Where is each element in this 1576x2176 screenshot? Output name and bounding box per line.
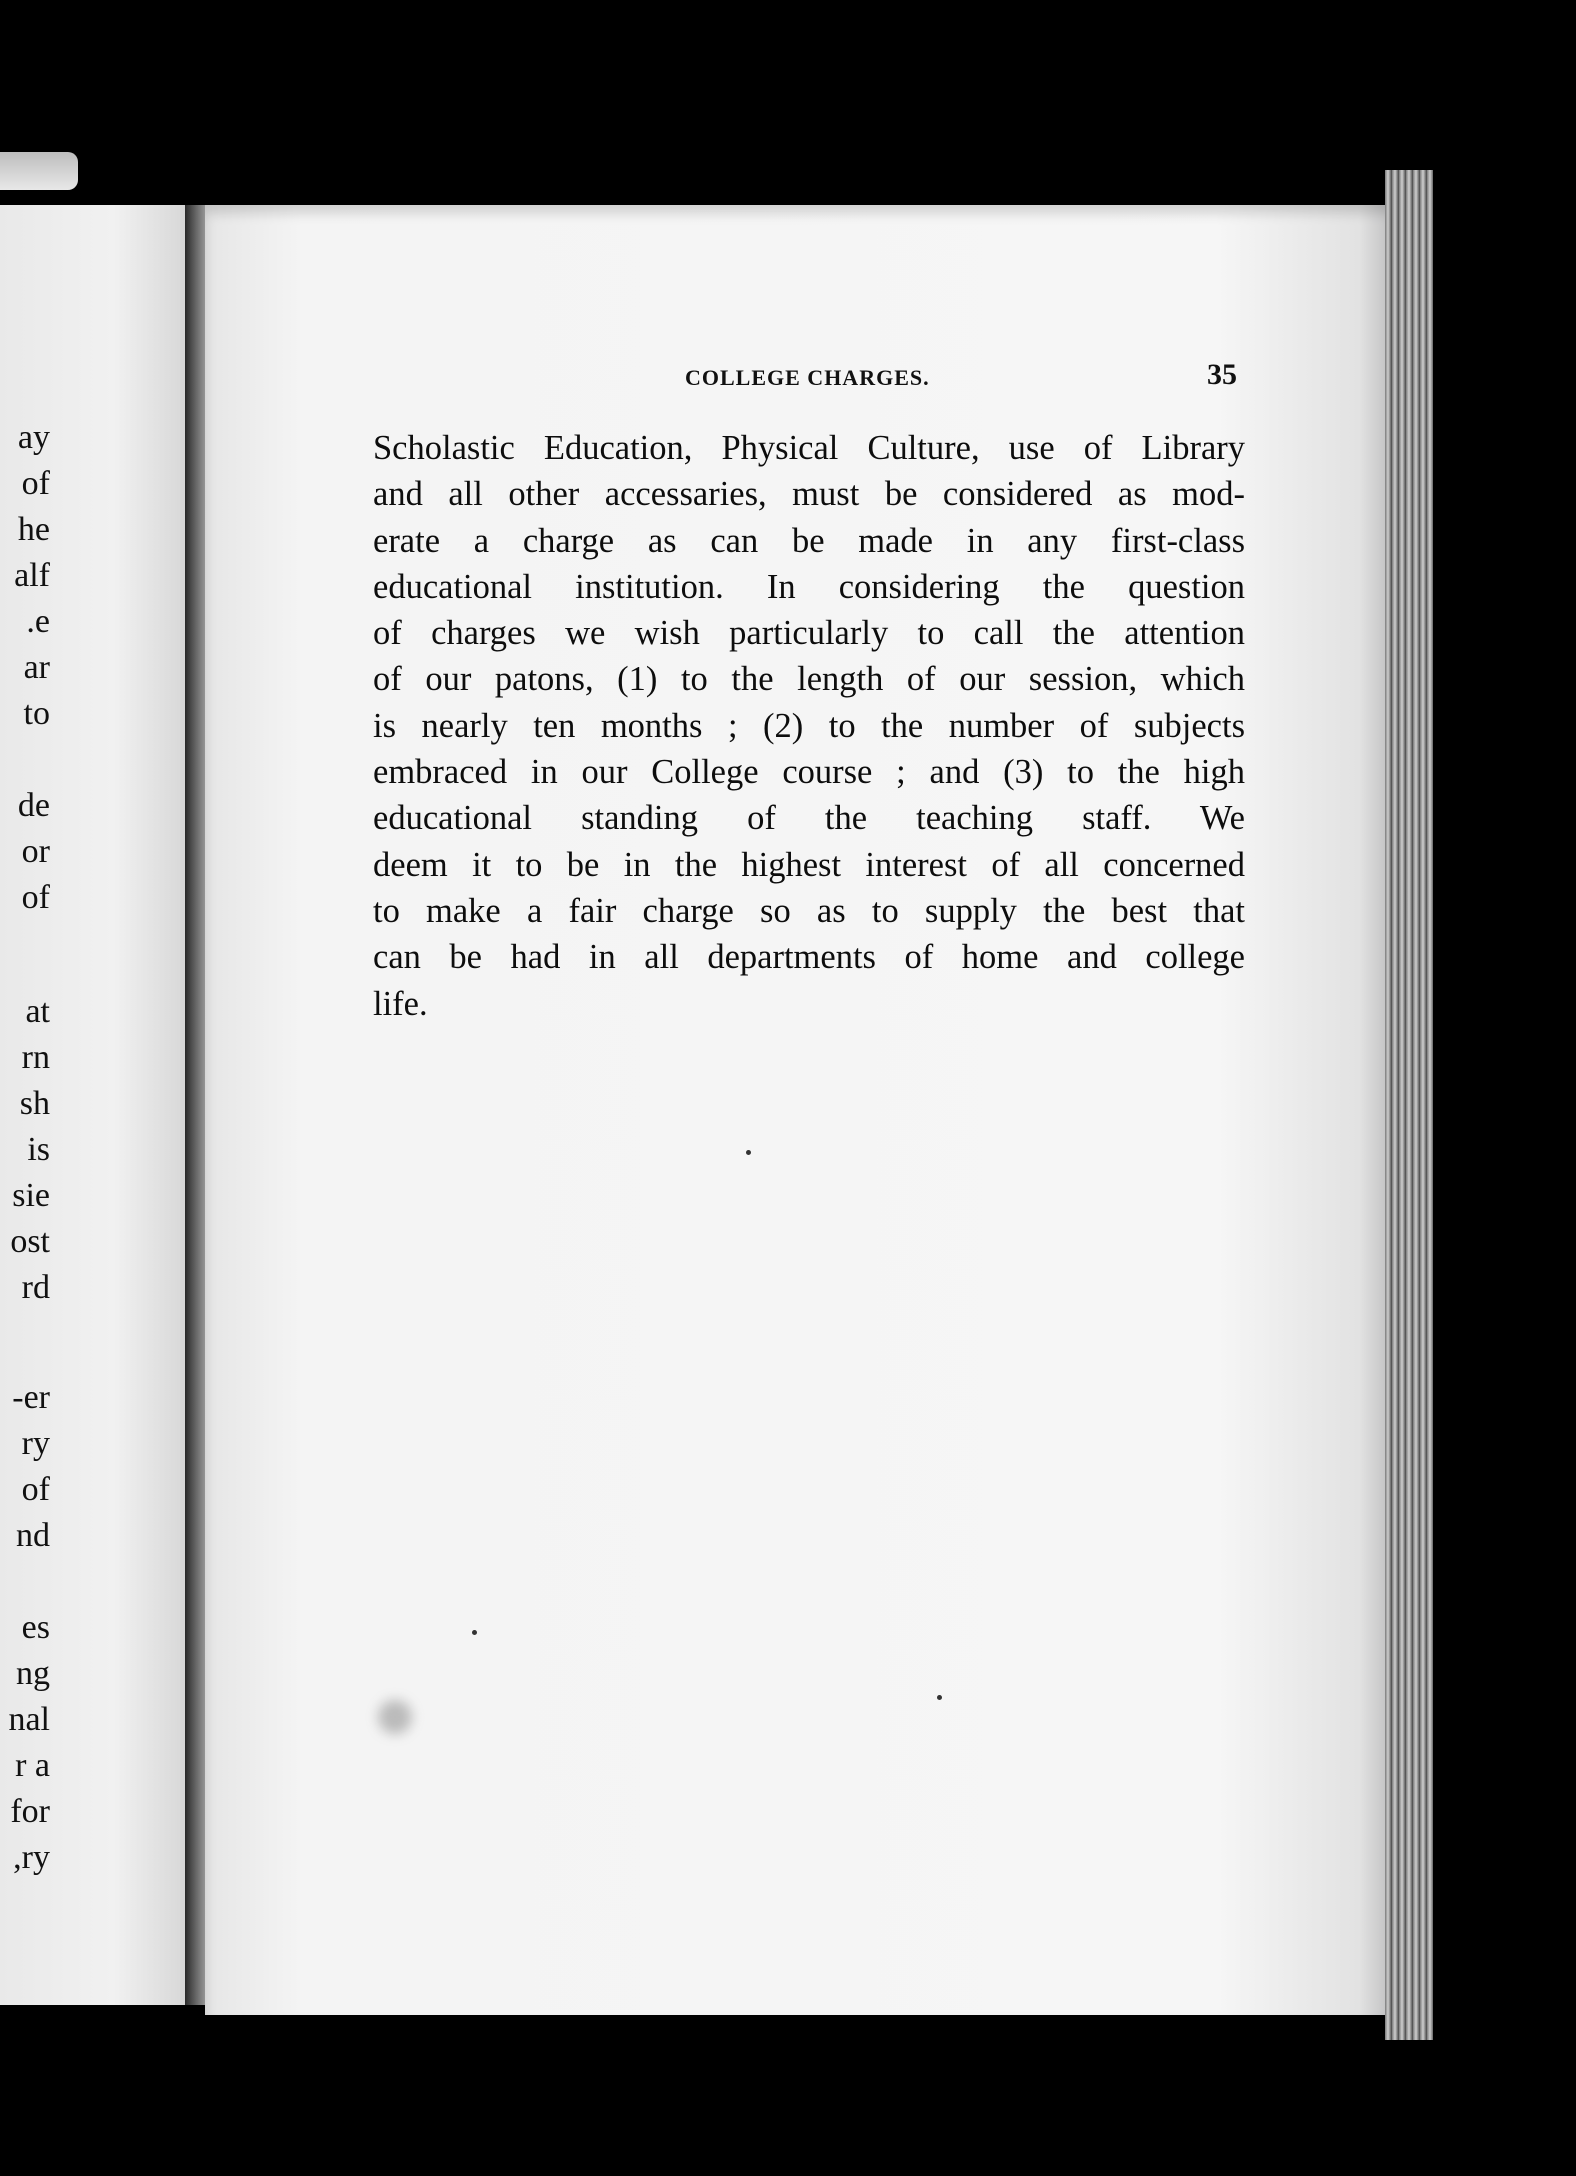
facing-line-fragment: ry xyxy=(21,1425,50,1462)
facing-line-fragment: ry, xyxy=(13,1839,50,1876)
facing-line-fragment: nal xyxy=(8,1701,50,1738)
ink-smudge xyxy=(378,1700,412,1734)
facing-line-fragment: at xyxy=(25,993,50,1030)
facing-line-fragment: er- xyxy=(12,1379,50,1416)
facing-line-fragment: of xyxy=(21,879,50,916)
facing-line-fragment: r a xyxy=(15,1747,50,1784)
facing-line-fragment: for xyxy=(10,1793,50,1830)
text-line: is nearly ten months ; (2) to the number of subjects xyxy=(373,706,1245,745)
facing-line-fragment: ar xyxy=(23,649,50,686)
facing-line-fragment: e. xyxy=(26,603,50,640)
facing-line-fragment: rn xyxy=(21,1039,50,1076)
facing-line-fragment: of xyxy=(21,465,50,502)
text-line: educational institution. In considering the question xyxy=(373,567,1245,606)
facing-line-fragment: alf xyxy=(14,557,50,594)
page-tab xyxy=(0,152,78,190)
facing-line-fragment: ng xyxy=(16,1655,50,1692)
facing-line-fragment: or xyxy=(21,833,50,870)
facing-line-fragment: sh xyxy=(19,1085,50,1122)
facing-line-fragment: ay xyxy=(17,419,50,456)
text-line: Scholastic Education, Physical Culture, use of Library xyxy=(373,429,1245,467)
ink-speck xyxy=(746,1150,751,1155)
text-line: educational standing of the teaching staff. We xyxy=(373,799,1245,838)
page-number: 35 xyxy=(1207,358,1237,391)
facing-line-fragment: to xyxy=(23,695,50,732)
facing-line-fragment: of xyxy=(21,1471,50,1508)
facing-line-fragment: de xyxy=(17,787,50,824)
facing-line-fragment: ost xyxy=(10,1223,50,1260)
page-edges xyxy=(1385,170,1433,2040)
text-line: to make a fair charge so as to supply the best that xyxy=(373,891,1245,930)
text-line: of our patons, (1) to the length of our session, which xyxy=(373,660,1245,699)
running-head: COLLEGE CHARGES. xyxy=(685,365,930,390)
text-line: and all other accessaries, must be considered as mod- xyxy=(373,475,1245,514)
body-paragraph xyxy=(373,425,1245,1027)
facing-page-left xyxy=(0,205,190,2005)
text-line: of charges we wish particularly to call the attention xyxy=(373,614,1245,653)
text-line: erate a charge as can be made in any first-class xyxy=(373,521,1245,560)
text-line: life. xyxy=(373,984,428,1023)
text-line: embraced in our College course ; and (3) to the high xyxy=(373,753,1245,792)
facing-line-fragment: es xyxy=(21,1609,50,1646)
ink-speck xyxy=(937,1695,942,1700)
text-line: deem it to be in the highest interest of all concerned xyxy=(373,845,1245,884)
text-line: can be had in all departments of home and college xyxy=(373,938,1245,977)
facing-line-fragment: rd xyxy=(21,1269,50,1306)
facing-line-fragment: nd xyxy=(16,1517,50,1554)
facing-line-fragment: he xyxy=(17,511,50,548)
ink-speck xyxy=(472,1630,477,1635)
facing-line-fragment: sie xyxy=(12,1177,50,1214)
facing-line-fragment: is xyxy=(27,1131,50,1168)
